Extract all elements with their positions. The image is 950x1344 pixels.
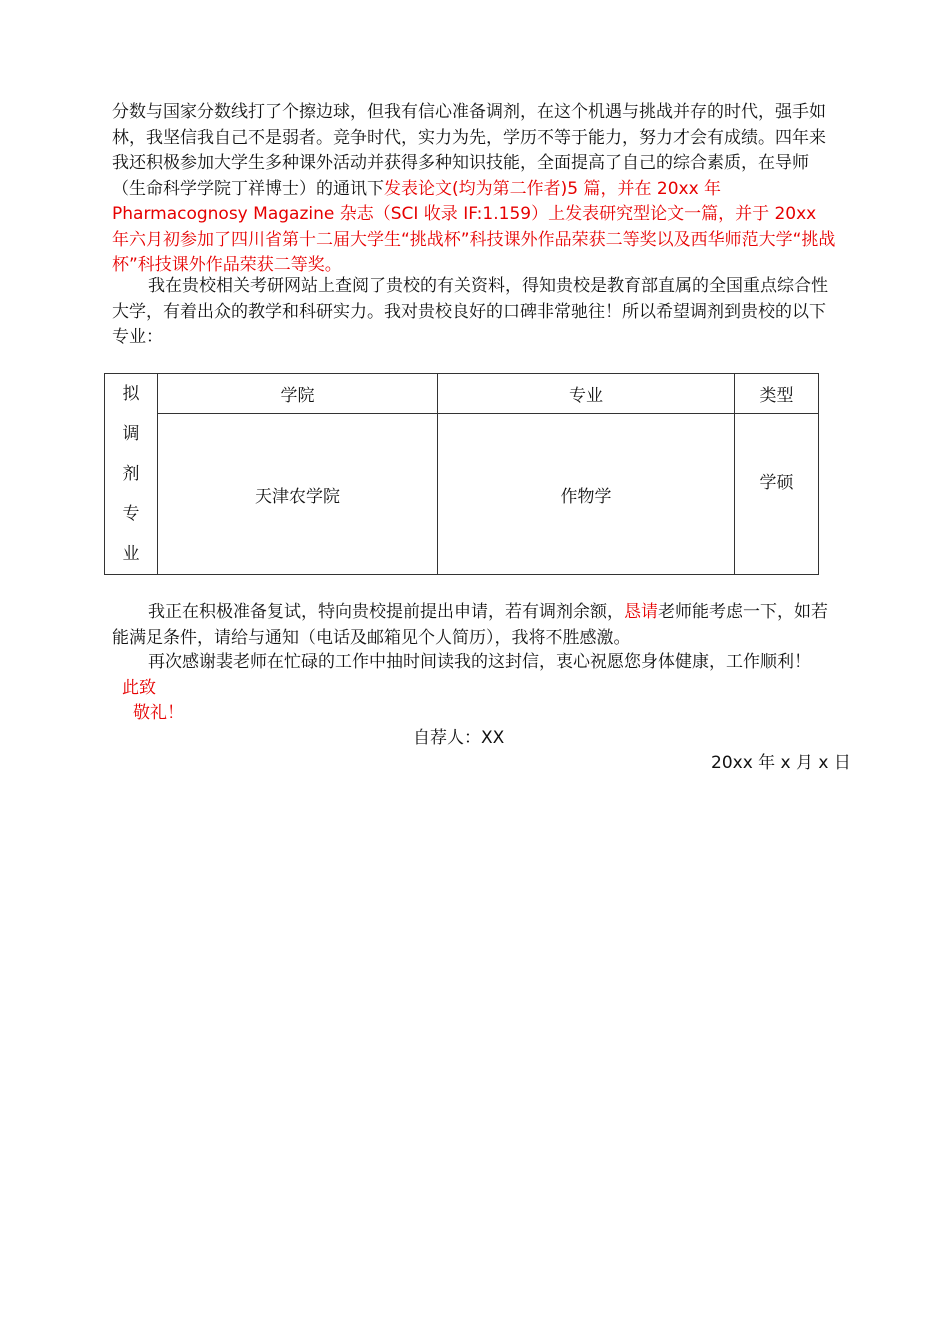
target-program-table <box>104 373 819 575</box>
row-label-char: 业 <box>122 544 140 564</box>
value-college: 天津农学院 <box>158 414 438 575</box>
row-label-char: 调 <box>122 424 140 444</box>
paragraph-request <box>112 600 837 651</box>
paragraph-request-text-end: 老师能考虑一下，如若能满足条件，请给与通知（电话及邮箱见个人简历），我将不胜感激。 <box>112 602 828 648</box>
row-label-char: 剂 <box>122 464 140 484</box>
value-type: 学硕 <box>735 414 819 575</box>
paragraph-request-text: 我正在积极准备复试，特向贵校提前提出申请，若有调剂余额， <box>148 602 624 622</box>
paragraph-thanks: 再次感谢裴老师在忙碌的工作中抽时间读我的这封信，衷心祝愿您身体健康，工作顺利！ <box>148 652 811 672</box>
row-label-char: 专 <box>122 504 140 524</box>
row-label-char: 拟 <box>122 384 140 404</box>
closing-line-1: 此致 <box>122 678 156 698</box>
paragraph-achievements-text: 分数与国家分数线打了个擦边球，但我有信心准备调剂，在这个机遇与挑战并存的时代，强手如林，我坚信我自己不是弱者。竞争时代，实力为先，学历不等于能力，努力才会有成绩。四年来我还积极参加大学生多种课外活动并获得多种知识技能，全面提高了自己的综合素质，在导师（生命科学学院丁祥博士）的通讯下 <box>112 102 826 199</box>
paragraph-request-highlight: 恳请 <box>624 602 658 622</box>
row-label-cell <box>105 374 158 575</box>
header-major: 专业 <box>438 374 735 414</box>
header-type: 类型 <box>735 374 819 414</box>
value-major: 作物学 <box>438 414 735 575</box>
paragraph-school-interest: 我在贵校相关考研网站上查阅了贵校的有关资料，得知贵校是教育部直属的全国重点综合性大学，有着出众的教学和科研实力。我对贵校良好的口碑非常驰往！所以希望调剂到贵校的以下专业： <box>112 276 828 347</box>
signature: 自荐人：XX <box>413 728 505 748</box>
date: 20xx 年 x 月 x 日 <box>711 753 851 773</box>
paragraph-achievements-highlight: 发表论文(均为第二作者)5 篇，并在 20xx 年 Pharmacognosy Magazine 杂志（SCI 收录 IF:1.159）上发表研究型论文一篇，并于 20xx 年六月初参加了四川省第十二届大学生“挑战杯”科技课外作品荣获二等奖以及西华师范大学“挑战杯”科技课外作品荣获二等奖。 <box>112 178 836 275</box>
paragraph-achievements <box>112 100 837 279</box>
header-college: 学院 <box>158 374 438 414</box>
closing-line-2: 敬礼！ <box>133 703 184 723</box>
